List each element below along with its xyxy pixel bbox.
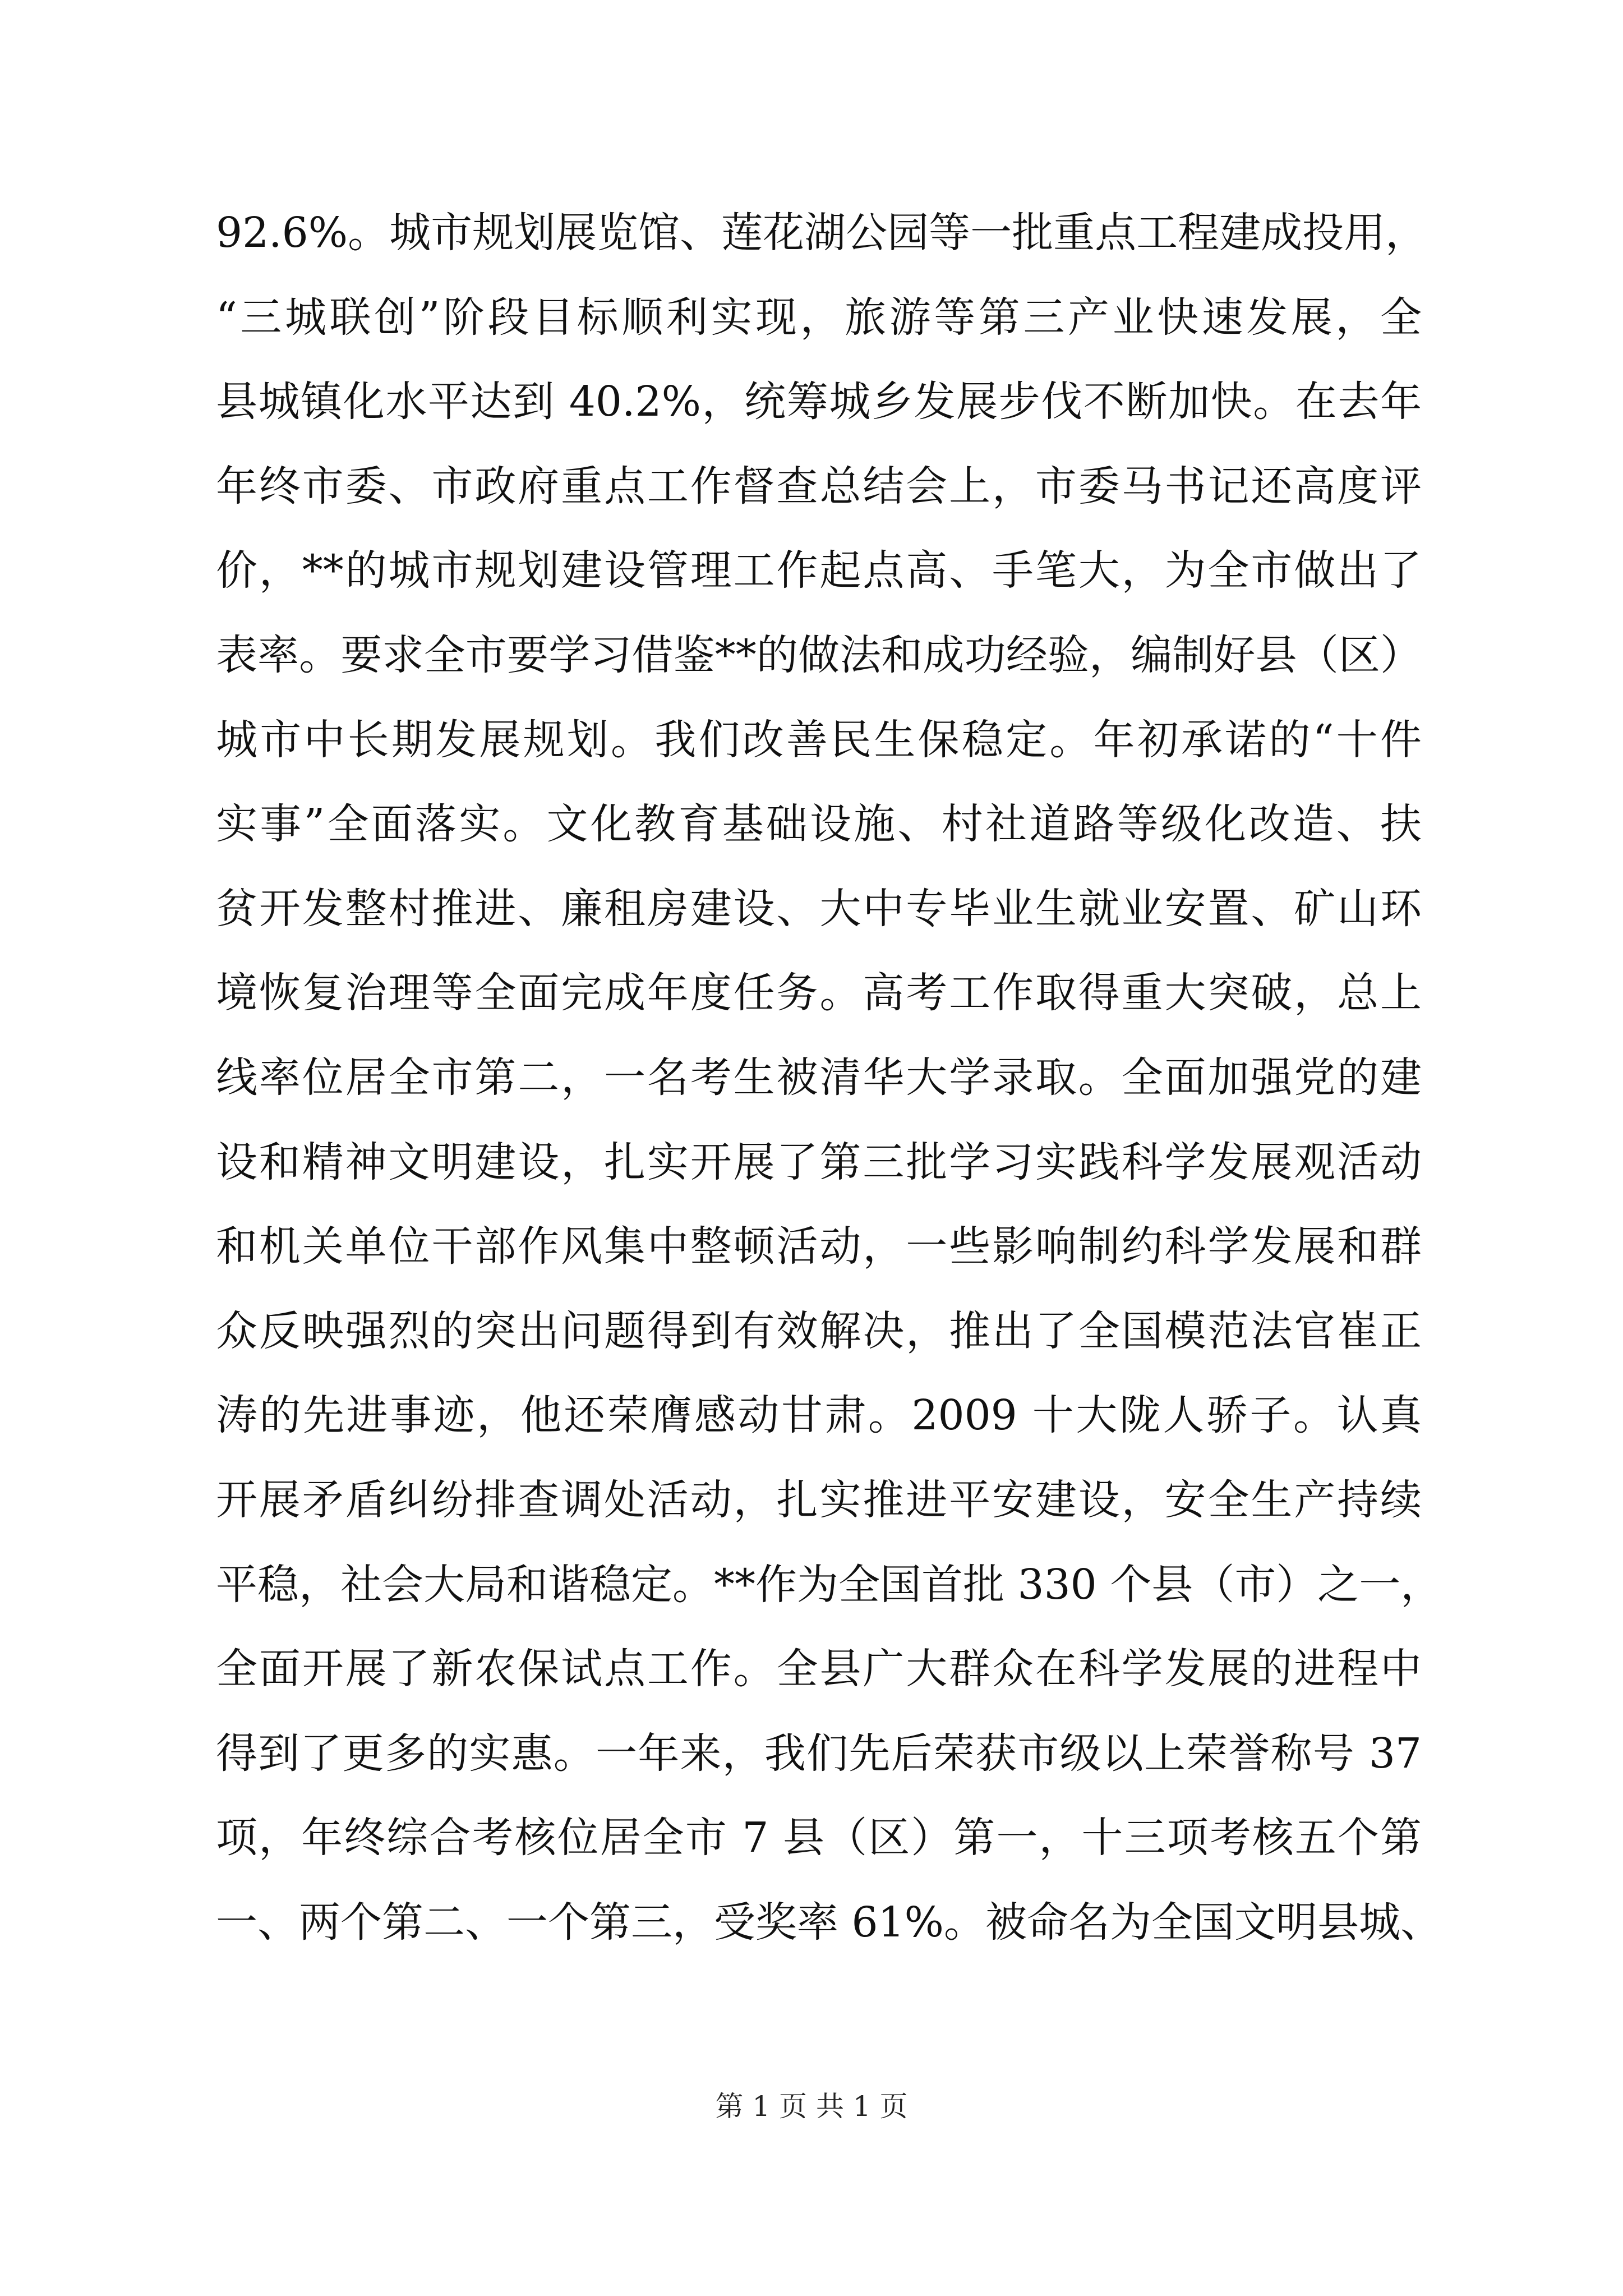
body-text [216, 191, 1442, 1964]
text-line-6: 表率。要求全市要学习借鉴**的做法和成功经验，编制好县（区） [216, 631, 1422, 679]
page-footer [0, 2090, 1623, 2123]
text-line-8: 实事”全面落实。文化教育基础设施、村社道路等级化改造、扶 [216, 800, 1422, 849]
text-line-3: 县城镇化水平达到 40.2%，统筹城乡发展步伐不断加快。在去年 [216, 378, 1422, 426]
text-line-10: 境恢复治理等全面完成年度任务。高考工作取得重大突破，总上 [216, 969, 1422, 1018]
text-line-1: 92.6%。城市规划展览馆、莲花湖公园等一批重点工程建成投用， [216, 209, 1427, 257]
text-line-4: 年终市委、市政府重点工作督查总结会上，市委马书记还高度评 [216, 462, 1422, 510]
text-line-11: 线率位居全市第二，一名考生被清华大学录取。全面加强党的建 [216, 1053, 1422, 1102]
text-line-2: “三城联创”阶段目标顺利实现，旅游等第三产业快速发展，全 [216, 293, 1422, 342]
text-line-9: 贫开发整村推进、廉租房建设、大中专毕业生就业安置、矿山环 [216, 884, 1422, 933]
text-line-14: 众反映强烈的突出问题得到有效解决，推出了全国模范法官崔正 [216, 1306, 1422, 1355]
text-line-5: 价，**的城市规划建设管理工作起点高、手笔大，为全市做出了 [216, 546, 1422, 595]
text-line-13: 和机关单位干部作风集中整顿活动，一些影响制约科学发展和群 [216, 1222, 1422, 1271]
text-line-12: 设和精神文明建设，扎实开展了第三批学习实践科学发展观活动 [216, 1138, 1422, 1186]
text-line-16: 开展矛盾纠纷排查调处活动，扎实推进平安建设，安全生产持续 [216, 1475, 1422, 1524]
text-line-17: 平稳，社会大局和谐稳定。**作为全国首批 330 个县（市）之一， [216, 1560, 1442, 1609]
text-line-15: 涛的先进事迹，他还荣膺感动甘肃。2009 十大陇人骄子。认真 [216, 1391, 1422, 1440]
text-line-20: 项，年终综合考核位居全市 7 县（区）第一，十三项考核五个第 [216, 1814, 1422, 1862]
text-line-7: 城市中长期发展规划。我们改善民生保稳定。年初承诺的“十件 [216, 715, 1422, 764]
text-line-18: 全面开展了新农保试点工作。全县广大群众在科学发展的进程中 [216, 1645, 1422, 1694]
text-line-21: 一、两个第二、一个第三，受奖率 61%。被命名为全国文明县城、 [216, 1898, 1442, 1947]
text-line-19: 得到了更多的实惠。一年来，我们先后荣获市级以上荣誉称号 37 [216, 1729, 1422, 1778]
page-number-label: 第 1 页 共 1 页 [715, 2090, 908, 2123]
